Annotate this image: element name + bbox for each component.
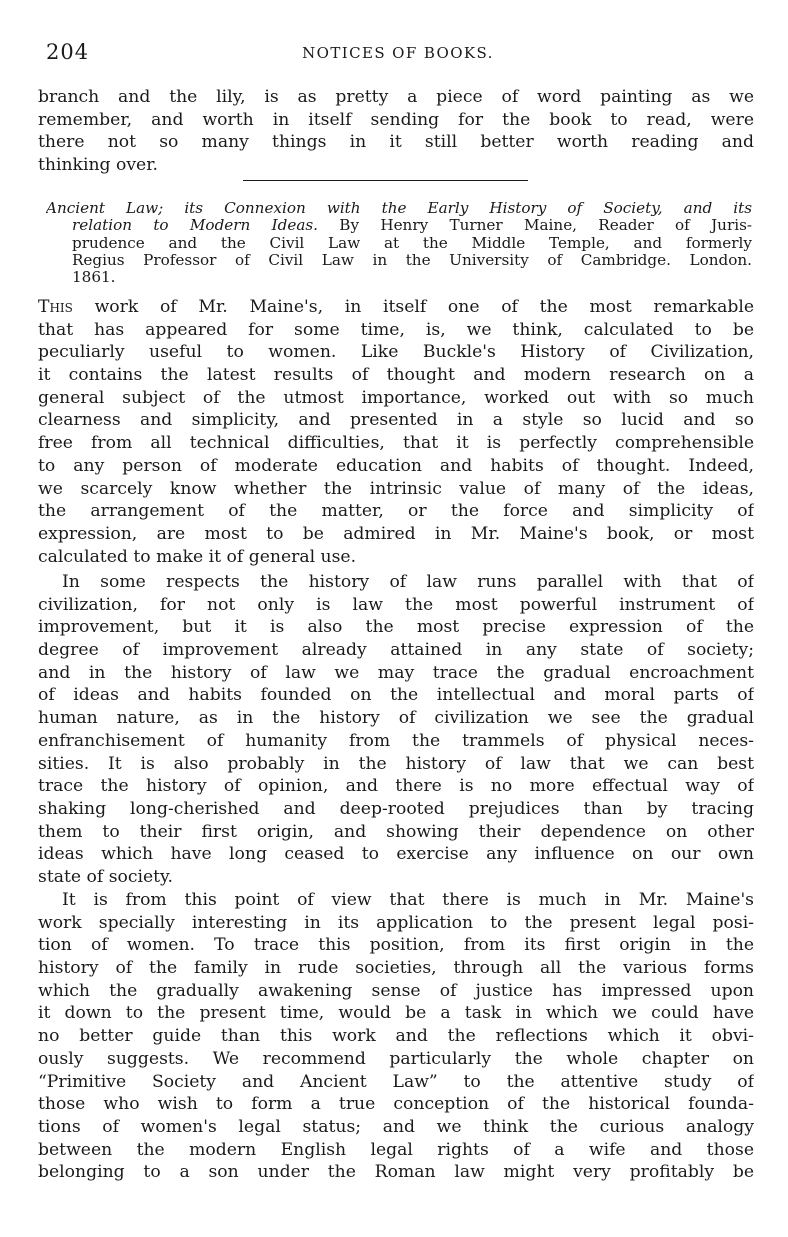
text-line: expression, are most to be admired in Mr. Maine's book, or most	[38, 523, 754, 544]
review-paragraph-1	[38, 296, 754, 568]
text-line: remember, and worth in itself sending for the book to read, were	[38, 109, 754, 130]
text-line: between the modern English legal rights of a wife and those	[38, 1139, 754, 1160]
book-citation	[46, 200, 752, 286]
text-line: degree of improvement already attained in any state of society;	[38, 640, 754, 661]
continuation-paragraph	[38, 86, 754, 177]
text-line: improvement, but it is also the most precise expression of the	[38, 617, 754, 638]
text-line: work specially interesting in its application to the present legal posi-	[38, 912, 754, 933]
running-head: NOTICES OF BOOKS.	[302, 44, 494, 62]
text-line: clearness and simplicity, and presented in a style so lucid and so	[38, 410, 754, 431]
text-line: them to their first origin, and showing their dependence on other	[38, 821, 754, 842]
text-line: human nature, as in the history of civilization we see the gradual	[38, 708, 754, 729]
text-line: state of society.	[38, 866, 173, 887]
text-line: to any person of moderate education and habits of thought. Indeed,	[38, 455, 754, 476]
text-line: enfranchisement of humanity from the trammels of physical neces-	[38, 730, 754, 751]
citation-year: 1861.	[72, 269, 116, 287]
review-paragraph-2	[38, 571, 754, 889]
text-line: tion of women. To trace this position, from its first origin in the	[38, 935, 754, 956]
text-line: ously suggests. We recommend particularly the whole chapter on	[38, 1048, 754, 1069]
text-line: we scarcely know whether the intrinsic value of many of the ideas,	[38, 478, 754, 499]
text-line	[38, 296, 754, 319]
text-line: and in the history of law we may trace the gradual encroachment	[38, 662, 754, 683]
text-line: sities. It is also probably in the history of law that we can best	[38, 753, 754, 774]
text-line: which the gradually awakening sense of justice has impressed upon	[38, 980, 754, 1001]
text-line: that has appeared for some time, is, we think, calculated to be	[38, 319, 754, 340]
text-line: it contains the latest results of thought and modern research on a	[38, 365, 754, 386]
review-paragraph-3	[38, 889, 754, 1184]
citation-line: prudence and the Civil Law at the Middle Temple, and formerly	[72, 234, 752, 252]
drop-word: This	[38, 297, 73, 317]
text-line: no better guide than this work and the reflections which it obvi-	[38, 1026, 754, 1047]
text-line: peculiarly useful to women. Like Buckle's History of Civilization,	[38, 342, 754, 363]
text-line: trace the history of opinion, and there is no more effectual way of	[38, 776, 754, 797]
text-line: branch and the lily, is as pretty a piece of word painting as we	[38, 87, 754, 107]
text-line: general subject of the utmost importance, worked out with so much	[38, 387, 754, 408]
text-line: belonging to a son under the Roman law might very profitably be	[38, 1162, 754, 1183]
text-line: it down to the present time, would be a task in which we could have	[38, 1003, 754, 1024]
text-line: “Primitive Society and Ancient Law” to the attentive study of	[38, 1071, 754, 1092]
text-line: free from all technical difficulties, that it is perfectly comprehensible	[38, 433, 754, 454]
text-line: history of the family in rude societies, through all the various forms	[38, 958, 754, 979]
text-line: there not so many things in it still better worth reading and	[38, 132, 754, 153]
text-line: thinking over.	[38, 155, 159, 176]
citation-line: Regius Professor of Civil Law in the University of Cambridge. London.	[72, 251, 752, 269]
section-divider	[243, 180, 528, 181]
citation-line	[46, 217, 752, 234]
text-line: It is from this point of view that there is much in Mr. Maine's	[62, 890, 754, 910]
text-run: work of Mr. Maine's, in itself one of the most remarkable	[72, 297, 754, 317]
text-line: ideas which have long ceased to exercise any influence on our own	[38, 844, 754, 865]
text-line: of ideas and habits founded on the intellectual and moral parts of	[38, 685, 754, 706]
citation-author: By Henry Turner Maine, Reader of Juris-	[318, 217, 752, 235]
text-line: shaking long-cherished and deep-rooted prejudices than by tracing	[38, 798, 754, 819]
text-line: tions of women's legal status; and we think the curious analogy	[38, 1116, 754, 1137]
text-line: the arrangement of the matter, or the force and simplicity of	[38, 501, 754, 522]
text-line: those who wish to form a true conception of the historical founda-	[38, 1094, 754, 1115]
text-line: calculated to make it of general use.	[38, 546, 357, 567]
citation-title: Ancient Law; its Connexion with the Early History of Society, and its	[46, 200, 752, 217]
page-number: 204	[46, 40, 90, 64]
text-line: civilization, for not only is law the most powerful instrument of	[38, 594, 754, 615]
text-line: In some respects the history of law runs parallel with that of	[62, 572, 754, 592]
page-header	[40, 40, 756, 70]
citation-subtitle: relation to Modern Ideas.	[72, 217, 318, 235]
